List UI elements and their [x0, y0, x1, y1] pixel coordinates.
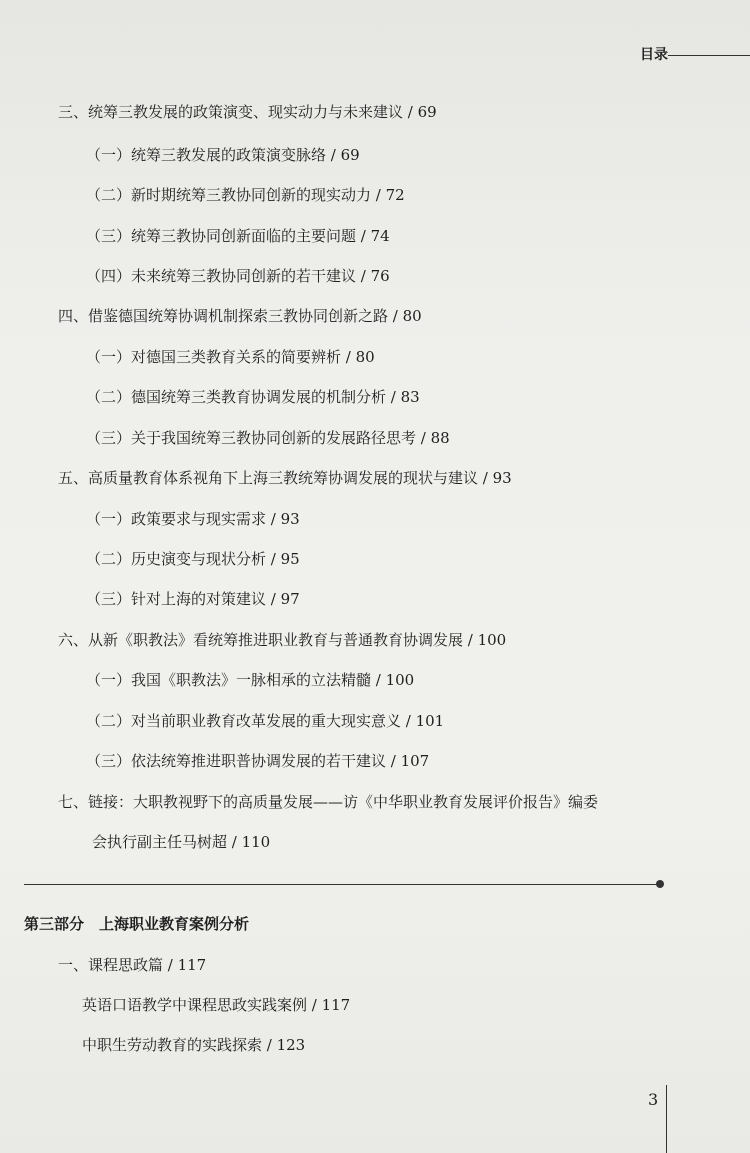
toc-entry: 中职生劳动教育的实践探索 / 123 — [82, 1036, 306, 1054]
toc-entry: （二）对当前职业教育改革发展的重大现实意义 / 101 — [86, 712, 445, 730]
header-section-label: 目录 — [640, 47, 668, 63]
toc-entry: （二）德国统筹三类教育协调发展的机制分析 / 83 — [86, 388, 420, 406]
toc-entry: 一、课程思政篇 / 117 — [58, 956, 207, 974]
toc-entry-continuation: 会执行副主任马树超 / 110 — [92, 833, 271, 851]
toc-entry: （三）关于我国统筹三教协同创新的发展路径思考 / 88 — [86, 429, 450, 447]
section-divider — [24, 884, 660, 885]
toc-entry: （一）统筹三教发展的政策演变脉络 / 69 — [86, 146, 360, 164]
toc-entry: 英语口语教学中课程思政实践案例 / 117 — [82, 996, 351, 1014]
toc-entry: （三）统筹三教协同创新面临的主要问题 / 74 — [86, 227, 390, 245]
part-title: 第三部分 上海职业教育案例分析 — [24, 915, 250, 933]
toc-entry: 六、从新《职教法》看统筹推进职业教育与普通教育协调发展 / 100 — [58, 631, 507, 649]
toc-entry: （一）我国《职教法》一脉相承的立法精髓 / 100 — [86, 671, 415, 689]
toc-entry: （一）政策要求与现实需求 / 93 — [86, 510, 300, 528]
toc-entry: （一）对德国三类教育关系的简要辨析 / 80 — [86, 348, 375, 366]
toc-entry: 五、高质量教育体系视角下上海三教统筹协调发展的现状与建议 / 93 — [58, 469, 512, 487]
toc-entry: （三）针对上海的对策建议 / 97 — [86, 590, 300, 608]
toc-entry: 四、借鉴德国统筹协调机制探索三教协同创新之路 / 80 — [58, 307, 422, 325]
toc-entry: （二）新时期统筹三教协同创新的现实动力 / 72 — [86, 186, 405, 204]
header-rule — [668, 55, 750, 56]
toc-entry: 三、统筹三教发展的政策演变、现实动力与未来建议 / 69 — [58, 103, 437, 121]
toc-entry: （三）依法统筹推进职普协调发展的若干建议 / 107 — [86, 752, 430, 770]
toc-entry: （四）未来统筹三教协同创新的若干建议 / 76 — [86, 267, 390, 285]
toc-entry: 七、链接：大职教视野下的高质量发展——访《中华职业教育发展评价报告》编委 — [58, 793, 599, 811]
page-number: 3 — [648, 1090, 659, 1109]
divider-dot — [656, 880, 664, 888]
toc-entry: （二）历史演变与现状分析 / 95 — [86, 550, 300, 568]
page-number-rule — [666, 1085, 667, 1153]
